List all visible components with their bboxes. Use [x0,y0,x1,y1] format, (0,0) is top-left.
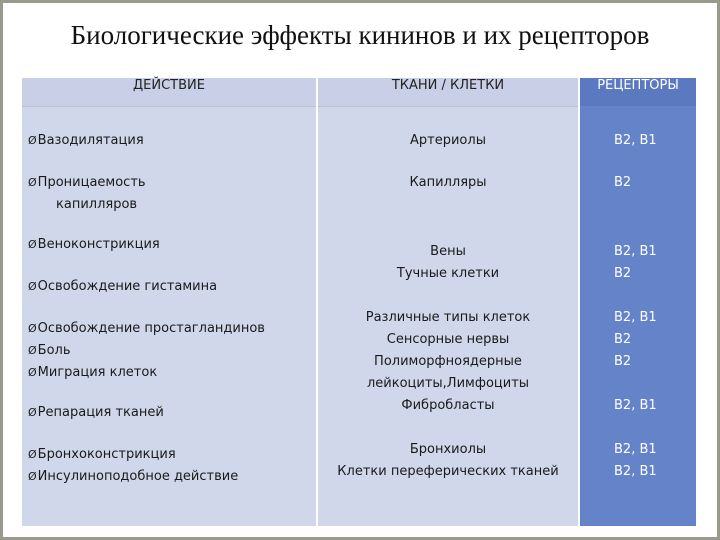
arrow-bullet-icon: Ø [28,406,37,419]
action-item: ØБронхоконстрикция [28,447,176,462]
receptor-item: B2, B1 [614,310,657,325]
arrow-bullet-icon: Ø [28,322,37,335]
header-action: ДЕЙСТВИЕ [22,78,316,107]
receptor-item: B2 [614,332,632,347]
receptor-item: B2, B1 [614,244,657,259]
action-item: ØИнсулиноподобное действие [28,469,239,484]
arrow-bullet-icon: Ø [28,470,37,483]
receptor-item: B2 [614,175,632,190]
arrow-bullet-icon: Ø [28,176,37,189]
action-item: ØВазодилятация [28,133,144,148]
tissue-item: Различные типы клеток [365,310,531,325]
tissue-item: Бронхиолы [409,442,487,457]
action-item: ØРепарация тканей [28,405,164,420]
action-item: ØОсвобождение простагландинов [28,321,265,336]
header-tissues: ТКАНИ / КЛЕТКИ [318,78,578,107]
arrow-bullet-icon: Ø [28,366,37,379]
action-item-continuation: капилляров [56,197,138,212]
tissue-item: Вены [430,244,466,259]
arrow-bullet-icon: Ø [28,280,37,293]
arrow-bullet-icon: Ø [28,238,37,251]
tissue-item: лейкоциты,Лимфоциты [366,376,530,391]
tissue-item: Сенсорные нервы [386,332,510,347]
action-item: ØБоль [28,343,71,358]
receptor-item: B2 [614,354,632,369]
arrow-bullet-icon: Ø [28,134,37,147]
tissue-item: Клетки переферических тканей [337,464,559,479]
receptor-item: B2, B1 [614,398,657,413]
tissue-item: Тучные клетки [396,266,500,281]
receptor-item: B2 [614,266,632,281]
action-item: ØВеноконстрикция [28,237,160,252]
receptor-item: B2, B1 [614,133,657,148]
tissue-item: Артериолы [410,133,486,148]
receptor-item: B2, B1 [614,464,657,479]
tissue-item: Полиморфноядерные [374,354,522,369]
arrow-bullet-icon: Ø [28,448,37,461]
action-item: ØМиграция клеток [28,365,158,380]
slide-title: Биологические эффекты кининов и их рецепторов [70,20,650,50]
receptor-item: B2, B1 [614,442,657,457]
tissue-item: Капилляры [409,175,487,190]
action-item: ØПроницаемость [28,175,146,190]
arrow-bullet-icon: Ø [28,344,37,357]
tissue-item: Фибробласты [401,398,495,413]
header-receptors: РЕЦЕПТОРЫ [580,78,696,106]
action-item: ØОсвобождение гистамина [28,279,218,294]
